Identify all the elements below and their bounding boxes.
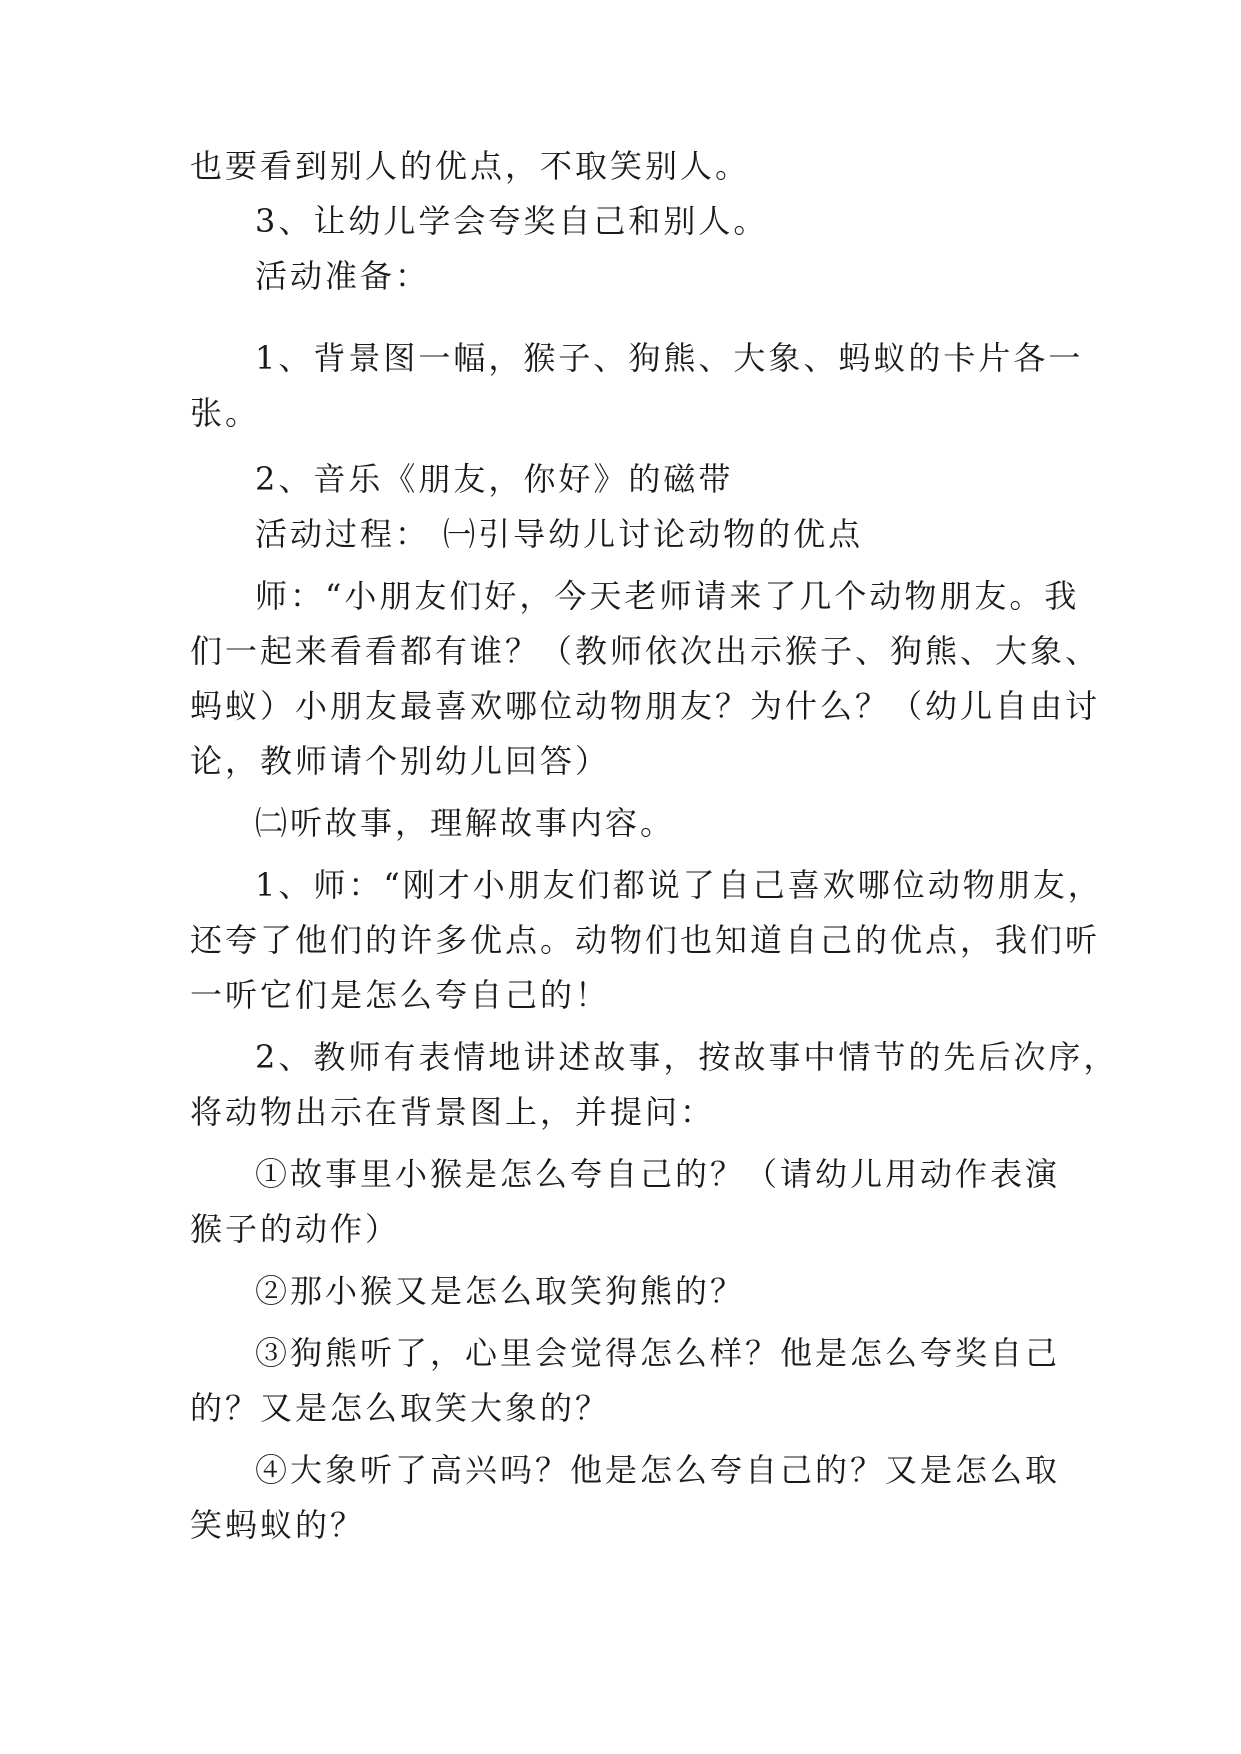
text-line: 们一起来看看都有谁？（教师依次出示猴子、狗熊、大象、 bbox=[190, 632, 1101, 670]
text-line: ㈡听故事，理解故事内容。 bbox=[255, 804, 676, 842]
text-line: 张。 bbox=[190, 394, 261, 432]
text-line: 1、背景图一幅，猴子、狗熊、大象、蚂蚁的卡片各一 bbox=[255, 339, 1084, 377]
text-line: 师：“小朋友们好，今天老师请来了几个动物朋友。我 bbox=[255, 577, 1080, 615]
text-line: 笑蚂蚁的？ bbox=[190, 1506, 366, 1544]
text-line: ④大象听了高兴吗？他是怎么夸自己的？又是怎么取 bbox=[255, 1451, 1061, 1489]
text-line: 3、让幼儿学会夸奖自己和别人。 bbox=[255, 202, 769, 240]
text-line: 的？又是怎么取笑大象的？ bbox=[190, 1389, 611, 1427]
text-line: 一听它们是怎么夸自己的！ bbox=[190, 976, 611, 1014]
text-line: ③狗熊听了，心里会觉得怎么样？他是怎么夸奖自己 bbox=[255, 1334, 1061, 1372]
text-line: 活动准备： bbox=[255, 257, 431, 295]
text-line: ①故事里小猴是怎么夸自己的？（请幼儿用动作表演 bbox=[255, 1155, 1061, 1193]
text-line: 1、师：“刚才小朋友们都说了自己喜欢哪位动物朋友， bbox=[255, 866, 1103, 904]
text-line: 还夸了他们的许多优点。动物们也知道自己的优点，我们听 bbox=[190, 921, 1101, 959]
text-line: 猴子的动作） bbox=[190, 1210, 401, 1248]
text-line: 2、教师有表情地讲述故事，按故事中情节的先后次序， bbox=[255, 1038, 1119, 1076]
text-line: 2、音乐《朋友，你好》的磁带 bbox=[255, 460, 734, 498]
text-line: 活动过程： ㈠引导幼儿讨论动物的优点 bbox=[255, 515, 864, 553]
text-line: 蚂蚁）小朋友最喜欢哪位动物朋友？为什么？（幼儿自由讨 bbox=[190, 687, 1101, 725]
text-line: 论，教师请个别幼儿回答） bbox=[190, 742, 611, 780]
text-line: 将动物出示在背景图上，并提问： bbox=[190, 1093, 716, 1131]
text-line: 也要看到别人的优点，不取笑别人。 bbox=[190, 147, 751, 185]
text-line: ②那小猴又是怎么取笑狗熊的？ bbox=[255, 1272, 746, 1310]
